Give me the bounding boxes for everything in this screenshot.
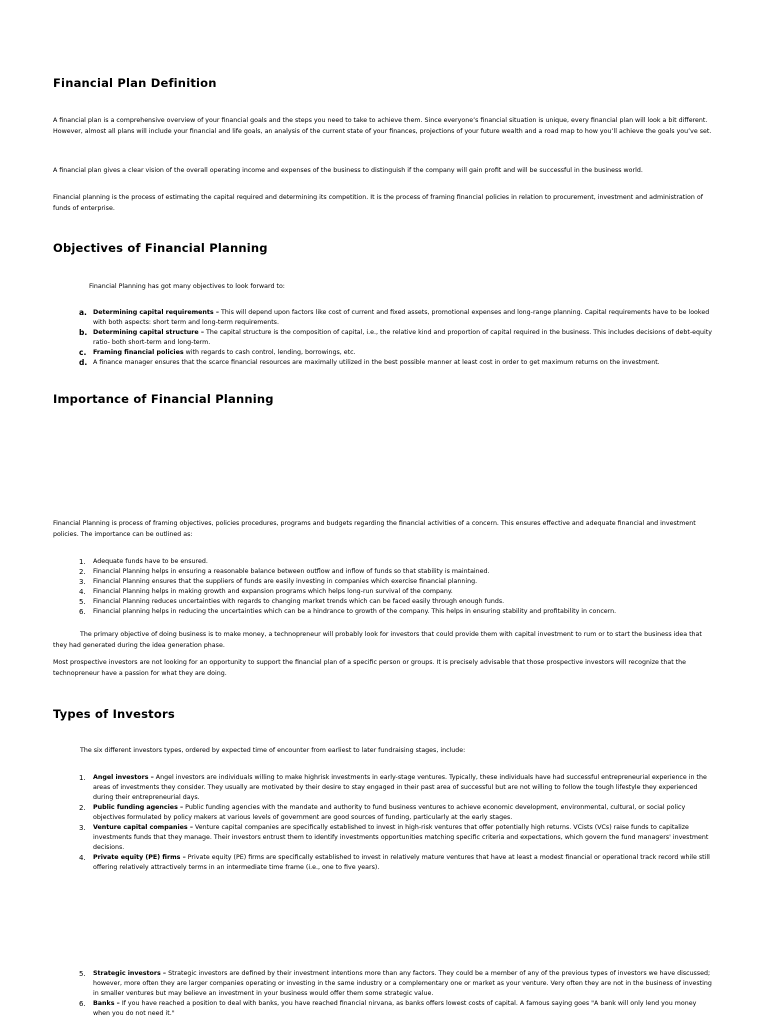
- list-item-text: with regards to cash control, lending, borrowings, etc.: [183, 349, 356, 356]
- list-item: [53, 823, 715, 853]
- list-item-term: Venture capital companies –: [93, 824, 193, 831]
- list-marker: 1.: [79, 558, 86, 566]
- list-marker: d.: [79, 358, 88, 367]
- heading-objectives-of-financial-planning: Objectives of Financial Planning: [53, 241, 268, 255]
- paragraph-text: Financial Planning is process of framing objectives, policies procedures, programs and budgets regarding the financial activities of a concern. This ensures effective and adequate financial and investment policies. The importance can be outlined as:: [53, 520, 696, 538]
- list-item-text: Financial planning helps in reducing the uncertainties which can be a hindrance to growth of the company. This helps in ensuring stability and profitability in concern.: [93, 608, 617, 615]
- section-objectives: [53, 241, 715, 255]
- paragraph: [53, 193, 715, 214]
- heading-types-of-investors: Types of Investors: [53, 707, 175, 721]
- list-marker: a.: [79, 308, 87, 317]
- paragraph-text: The primary objective of doing business is to make money, a technopreneur will probably look for investors that could provide them with capital investment to rum or to start the business idea that they had generated during the idea generation phase.: [53, 631, 702, 649]
- list-item: [53, 607, 715, 617]
- list-item-term: Determining capital structure –: [93, 329, 204, 336]
- paragraph: [53, 658, 715, 679]
- list-marker: 5.: [79, 598, 86, 606]
- list-marker: c.: [79, 348, 87, 357]
- list-item: [53, 348, 715, 358]
- list-item: [53, 803, 715, 823]
- list-item-term: Angel investors –: [93, 774, 154, 781]
- list-item: [53, 567, 715, 577]
- list-item: [53, 577, 715, 587]
- list-marker: 5.: [79, 970, 86, 978]
- list-item-text: This will depend upon factors like cost of current and fixed assets, promotional expenses and long-range planning. Capital requirements have to be looked with both aspects: short term and long-term requirements.: [93, 309, 710, 326]
- list-item-text: The capital structure is the composition of capital, i.e., the relative kind and proportion of capital required in the business. This includes decisions of debt-equity ratio- both short-term and long-term.: [93, 329, 712, 346]
- list-marker: 4.: [79, 588, 86, 596]
- paragraph-text: Financial Planning has got many objectives to look forward to:: [89, 283, 285, 290]
- list-marker: 3.: [79, 578, 86, 586]
- paragraph: [53, 282, 715, 293]
- list-item-text: If you have reached a position to deal with banks, you have reached financial nirvana, as banks offers lowest costs of capital. A famous saying goes "A bank will only lend you money when you do not need it.": [93, 1000, 697, 1017]
- paragraph: [53, 166, 715, 177]
- paragraph-text: The six different investors types, ordered by expected time of encounter from earliest to later fundraising stages, include:: [80, 747, 466, 754]
- list-item: [53, 358, 715, 368]
- paragraph: [53, 519, 715, 540]
- list-item: [53, 587, 715, 597]
- list-marker: 4.: [79, 854, 86, 862]
- investors-list: [53, 773, 715, 873]
- list-item-term: Strategic investors –: [93, 970, 167, 977]
- list-item-text: Public funding agencies with the mandate and authority to fund business ventures to achieve economic development, environmental, cultural, or social policy objectives formulated by policy makers at various levels of government are good sources of funding, particularly at the early stages.: [93, 804, 686, 821]
- list-item-term: Private equity (PE) firms –: [93, 854, 186, 861]
- list-marker: 6.: [79, 1000, 86, 1008]
- list-item: [53, 999, 715, 1019]
- list-item-text: Strategic investors are defined by their investment intentions more than any factors. They could be a member of any of the previous types of investors we have discussed; however, more often they are larger companies operating or investing in the same industry or a complementary one or market as your venture. Very often they are not in the business of investing in smaller ventures but may believe an investment in your business would offer them some strategic value.: [93, 970, 712, 997]
- list-marker: 3.: [79, 824, 86, 832]
- list-item-text: Financial Planning reduces uncertainties with regards to changing market trends which can be faced easily through enough funds.: [93, 598, 505, 605]
- section-importance: [53, 392, 715, 406]
- list-item: [53, 853, 715, 873]
- list-item-term: Framing financial policies: [93, 349, 184, 356]
- paragraph-text: A financial plan gives a clear vision of the overall operating income and expenses of the business to distinguish if the company will gain profit and will be successful in the business world.: [53, 167, 643, 174]
- section-financial-plan-definition: [53, 76, 715, 90]
- list-marker: 2.: [79, 568, 86, 576]
- section-types-of-investors: [53, 707, 715, 721]
- list-item-text: Financial Planning helps in ensuring a reasonable balance between outflow and inflow of funds so that stability is maintained.: [93, 568, 490, 575]
- paragraph-text: Financial planning is the process of estimating the capital required and determining its competition. It is the process of framing financial policies in relation to procurement, investment and administration of funds of enterprise.: [53, 194, 703, 212]
- list-item-term: Banks –: [93, 1000, 120, 1007]
- list-item-term: Determining capital requirements –: [93, 309, 219, 316]
- list-item: [53, 557, 715, 567]
- list-item: [53, 328, 715, 348]
- list-item-text: Financial Planning ensures that the suppliers of funds are easily investing in companies which exercise financial planning.: [93, 578, 478, 585]
- list-item: [53, 597, 715, 607]
- list-item-term: Public funding agencies –: [93, 804, 184, 811]
- heading-financial-plan-definition: Financial Plan Definition: [53, 76, 217, 90]
- list-item: [53, 308, 715, 328]
- list-item: [53, 773, 715, 803]
- paragraph-text: A financial plan is a comprehensive overview of your financial goals and the steps you need to take to achieve them. Since everyone’s financial situation is unique, every financial plan will look a bit different. However, almost all plans will include your financial and life goals, an analysis of the current state of your finances, projections of your future wealth and a road map to how you’ll achieve the goals you’ve set.: [53, 117, 712, 135]
- list-item-text: Adequate funds have to be ensured.: [93, 558, 208, 565]
- list-marker: 2.: [79, 804, 86, 812]
- list-item-text: Financial Planning helps in making growth and expansion programs which helps long-run survival of the company.: [93, 588, 453, 595]
- list-item-text: Venture capital companies are specifically established to invest in high-risk ventures that offer potentially high returns. VCists (VCs) raise funds to capitalize investments funds that they manage. Their investors entrust them to identify investments opportunities matching specific criteria and expectations, which govern the fund managers' investment decisions.: [93, 824, 709, 851]
- paragraph: [53, 116, 715, 137]
- list-item-text: A finance manager ensures that the scarce financial resources are maximally utilized in the best possible manner at least cost in order to get maximum returns on the investment.: [93, 359, 660, 366]
- investors-list-continued: [53, 969, 715, 1019]
- objectives-list: [53, 308, 715, 368]
- paragraph: [53, 630, 715, 651]
- list-item-text: Private equity (PE) firms are specifically established to invest in relatively mature ventures that have at least a modest financial or operational track record while still offering relatively attractively terms in an intermediate time frame (i.e., one to five years).: [93, 854, 710, 871]
- heading-importance-of-financial-planning: Importance of Financial Planning: [53, 392, 274, 406]
- list-marker: 1.: [79, 774, 86, 782]
- paragraph-text: Most prospective investors are not looking for an opportunity to support the financial plan of a specific person or groups. It is precisely advisable that those prospective investors will recognize that the technopreneur have a passion for what they are doing.: [53, 659, 687, 677]
- list-item-text: Angel investors are individuals willing to make highrisk investments in early-stage ventures. Typically, these individuals have had successful entrepreneurial experience in the areas of investments they consider. They usually are motivated by their desire to stay engaged in their past area of successful but are not willing to follow the tough lifestyle they experienced during their entrepreneurial days.: [93, 774, 707, 801]
- list-marker: b.: [79, 328, 88, 337]
- paragraph: [53, 746, 715, 757]
- list-marker: 6.: [79, 608, 86, 616]
- importance-list: [53, 557, 715, 617]
- list-item: [53, 969, 715, 999]
